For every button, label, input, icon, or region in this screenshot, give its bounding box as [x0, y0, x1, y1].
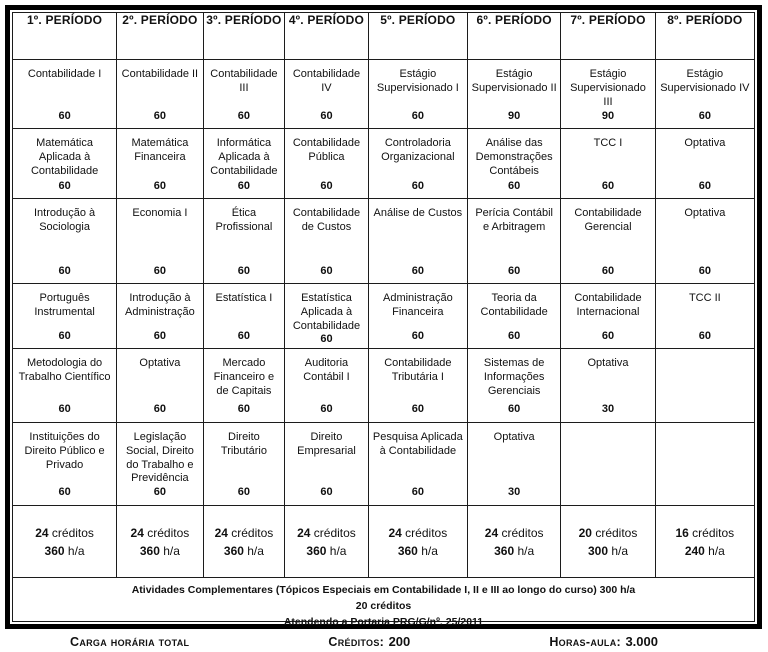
course-cell	[13, 129, 117, 199]
course-name: Introdução à Administração	[125, 292, 195, 318]
course-row	[13, 129, 755, 199]
course-hours: 60	[698, 110, 711, 122]
course-name: Ética Profissional	[215, 207, 273, 233]
course-name: Contabilidade III	[210, 68, 278, 94]
course-name: Perícia Contábil e Arbitragem	[475, 207, 553, 233]
course-name: Sistemas de Informações Gerenciais	[483, 357, 545, 397]
note-row	[13, 578, 755, 622]
course-hours: 60	[153, 265, 167, 277]
course-cell	[285, 349, 369, 423]
course-name: TCC I	[593, 137, 623, 149]
course-name: Optativa	[139, 357, 181, 369]
course-hours: 60	[320, 403, 333, 415]
course-name: Optativa	[684, 137, 726, 149]
table-frame	[5, 5, 762, 629]
course-name: Contabilidade I	[27, 68, 102, 80]
course-cell	[561, 199, 655, 284]
course-name: Controladoria Organizacional	[381, 137, 455, 163]
course-name: Economia I	[132, 207, 188, 219]
course-hours: 60	[508, 403, 521, 415]
course-cell	[561, 349, 655, 423]
totals-row	[13, 506, 755, 578]
course-cell	[285, 60, 369, 129]
credits-line: 24 créditos	[297, 525, 356, 540]
course-name: Informática Aplicada à Contabilidade	[210, 137, 278, 177]
course-hours: 60	[411, 330, 424, 342]
course-cell	[117, 129, 204, 199]
course-cell	[285, 199, 369, 284]
course-hours: 60	[320, 110, 333, 122]
totals-cell	[117, 506, 204, 578]
totals-cell	[655, 506, 754, 578]
credits-line: 24 créditos	[35, 525, 94, 540]
course-hours: 60	[698, 330, 711, 342]
credits-total	[328, 633, 410, 651]
course-cell	[467, 60, 560, 129]
course-name: Análise das Demonstrações Contábeis	[475, 137, 553, 177]
course-cell	[368, 199, 467, 284]
course-name: Contabilidade Tributária I	[384, 357, 452, 383]
course-name: Direito Empresarial	[297, 431, 356, 457]
hours-line: 360 h/a	[223, 543, 264, 558]
note-cell	[13, 578, 755, 628]
course-name: Análise de Custos	[373, 207, 463, 219]
period-header-row	[13, 13, 755, 60]
course-row	[13, 423, 755, 506]
course-hours: 60	[698, 180, 711, 192]
course-name: Estágio Supervisionado I	[376, 68, 459, 94]
course-name: Contabilidade de Custos	[292, 207, 361, 233]
credits-line: 24 créditos	[130, 525, 190, 540]
course-hours: 60	[237, 330, 251, 342]
totals-cell	[285, 506, 369, 578]
course-hours: 60	[320, 486, 333, 498]
course-cell	[117, 60, 204, 129]
course-row	[13, 349, 755, 423]
course-name: Teoria da Contabilidade	[480, 292, 548, 318]
totals-cell	[368, 506, 467, 578]
totals-cell	[13, 506, 117, 578]
course-name: Contabilidade Pública	[292, 137, 361, 163]
totals-caption	[70, 633, 658, 651]
hours-line: 240 h/a	[684, 543, 725, 558]
note-line: Atendendo a Portaria PRG/G/nº. 25/2011	[283, 615, 484, 628]
course-hours: 60	[58, 330, 71, 342]
course-cell	[117, 199, 204, 284]
course-hours: 60	[58, 486, 71, 498]
hours-line: 360 h/a	[139, 543, 180, 558]
course-cell	[368, 349, 467, 423]
credits-value: 200	[388, 634, 411, 649]
course-hours: 90	[601, 110, 615, 122]
course-name: Estágio Supervisionado II	[471, 68, 557, 94]
course-cell	[13, 199, 117, 284]
hours-line: 300 h/a	[587, 543, 629, 558]
course-hours: 60	[237, 110, 251, 122]
period-header: 8º. PERÍODO	[655, 13, 754, 60]
course-hours: 60	[237, 486, 251, 498]
hours-label: Horas-aula:	[549, 635, 621, 649]
total-workload-label: Carga horária total	[70, 635, 190, 649]
totals-cell	[467, 506, 560, 578]
course-hours: 60	[153, 403, 167, 415]
course-cell	[561, 129, 655, 199]
course-hours: 60	[508, 330, 521, 342]
period-header: 6º. PERÍODO	[467, 13, 560, 60]
course-cell	[655, 284, 754, 349]
course-hours: 60	[320, 333, 333, 346]
course-name: Matemática Financeira	[131, 137, 189, 163]
totals-cell	[561, 506, 655, 578]
course-hours: 60	[153, 180, 167, 192]
course-hours: 60	[237, 403, 251, 415]
course-name: Matemática Aplicada à Contabilidade	[30, 137, 99, 177]
course-row	[13, 284, 755, 349]
period-header: 4º. PERÍODO	[285, 13, 369, 60]
empty-cell	[655, 423, 754, 506]
course-name: Pesquisa Aplicada à Contabilidade	[372, 431, 463, 457]
credits-line: 20 créditos	[578, 525, 638, 540]
hours-line: 360 h/a	[306, 543, 347, 558]
course-hours: 60	[411, 180, 424, 192]
course-name: Auditoria Contábil I	[303, 357, 350, 383]
course-hours: 60	[153, 330, 167, 342]
course-cell	[655, 60, 754, 129]
course-cell	[467, 199, 560, 284]
course-hours: 60	[508, 180, 521, 192]
course-name: Metodologia do Trabalho Científico	[18, 357, 111, 383]
course-cell	[203, 199, 285, 284]
course-name: Estágio Supervisionado III	[570, 68, 646, 108]
course-cell	[561, 284, 655, 349]
course-name: TCC II	[688, 292, 721, 304]
course-cell	[117, 423, 204, 506]
empty-cell	[561, 423, 655, 506]
credits-line: 16 créditos	[675, 525, 735, 540]
course-cell	[203, 284, 285, 349]
course-hours: 60	[411, 403, 424, 415]
course-cell	[117, 284, 204, 349]
course-cell	[655, 199, 754, 284]
empty-cell	[655, 349, 754, 423]
course-hours: 60	[601, 180, 615, 192]
course-hours: 60	[411, 486, 424, 498]
credits-line: 24 créditos	[484, 525, 544, 540]
course-name: Português Instrumental	[34, 292, 95, 318]
course-name: Administração Financeira	[383, 292, 453, 318]
course-cell	[467, 129, 560, 199]
hours-line: 360 h/a	[494, 543, 535, 558]
course-hours: 60	[58, 110, 71, 122]
course-name: Mercado Financeiro e de Capitais	[213, 357, 275, 397]
course-hours: 60	[698, 265, 711, 277]
course-hours: 60	[320, 180, 333, 192]
course-name: Direito Tributário	[220, 431, 267, 457]
period-header: 2º. PERÍODO	[117, 13, 204, 60]
course-hours: 60	[153, 110, 167, 122]
course-row	[13, 199, 755, 284]
course-cell	[467, 349, 560, 423]
course-row	[13, 60, 755, 129]
course-cell	[655, 129, 754, 199]
course-cell	[285, 129, 369, 199]
course-name: Optativa	[587, 357, 629, 369]
credits-label: Créditos:	[328, 635, 385, 649]
course-cell	[13, 60, 117, 129]
period-header: 3º. PERÍODO	[203, 13, 285, 60]
course-cell	[203, 60, 285, 129]
course-cell	[561, 60, 655, 129]
course-hours: 60	[237, 265, 251, 277]
course-hours: 60	[58, 403, 71, 415]
course-hours: 30	[508, 486, 521, 498]
course-name: Introdução à Sociologia	[34, 207, 96, 233]
course-cell	[13, 349, 117, 423]
course-hours: 60	[58, 265, 71, 277]
course-hours: 60	[320, 265, 333, 277]
course-hours: 60	[58, 180, 71, 192]
course-hours: 60	[601, 265, 615, 277]
course-name: Contabilidade Internacional	[574, 292, 642, 318]
note-line: 20 créditos	[355, 599, 412, 612]
course-cell	[117, 349, 204, 423]
hours-line: 360 h/a	[397, 543, 438, 558]
course-cell	[467, 423, 560, 506]
course-name: Estatística Aplicada à Contabilidade	[292, 292, 361, 332]
course-cell	[368, 129, 467, 199]
course-name: Estágio Supervisionado IV	[660, 68, 750, 94]
course-name: Contabilidade II	[121, 68, 199, 80]
course-hours: 90	[508, 110, 521, 122]
hours-line: 360 h/a	[44, 543, 85, 558]
course-hours: 60	[508, 265, 521, 277]
period-header: 1º. PERÍODO	[13, 13, 117, 60]
course-cell	[368, 60, 467, 129]
course-cell	[13, 284, 117, 349]
course-cell	[203, 129, 285, 199]
hours-value: 3.000	[625, 634, 658, 649]
course-name: Instituições do Direito Público e Privado	[24, 431, 105, 471]
course-cell	[203, 423, 285, 506]
course-cell	[285, 284, 369, 349]
hours-total	[549, 633, 658, 651]
period-header: 7º. PERÍODO	[561, 13, 655, 60]
credits-line: 24 créditos	[214, 525, 274, 540]
credits-line: 24 créditos	[388, 525, 448, 540]
course-name: Optativa	[493, 431, 535, 443]
course-hours: 60	[153, 486, 167, 498]
course-name: Optativa	[684, 207, 726, 219]
course-hours: 60	[411, 110, 424, 122]
course-hours: 60	[237, 180, 251, 192]
course-name: Estatística I	[215, 292, 273, 304]
course-name: Legislação Social, Direito do Trabalho e Previdência	[125, 431, 194, 485]
course-name: Contabilidade Gerencial	[574, 207, 642, 233]
course-hours: 60	[411, 265, 424, 277]
course-cell	[368, 284, 467, 349]
course-cell	[13, 423, 117, 506]
curriculum-table	[12, 12, 755, 628]
course-name: Contabilidade IV	[292, 68, 361, 94]
period-header: 5º. PERÍODO	[368, 13, 467, 60]
totals-cell	[203, 506, 285, 578]
note-line: Atividades Complementares (Tópicos Especiais em Contabilidade I, II e III ao longo do curso) 300 h/a	[131, 584, 636, 596]
course-cell	[203, 349, 285, 423]
course-cell	[467, 284, 560, 349]
course-hours: 30	[601, 403, 615, 415]
course-hours: 60	[601, 330, 615, 342]
course-cell	[285, 423, 369, 506]
course-cell	[368, 423, 467, 506]
